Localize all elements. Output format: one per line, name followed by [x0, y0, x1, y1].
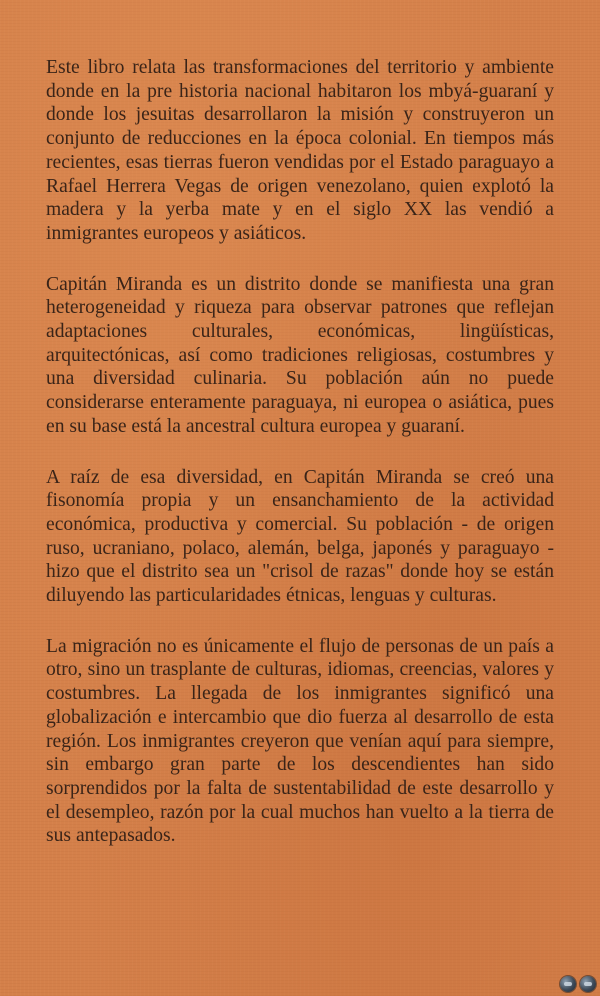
paragraph-3: A raíz de esa diversidad, en Capitán Miranda se creó una fisonomía propia y un ensanchamiento de la actividad económica, productiva y comercial. Su población - de origen ruso, ucraniano, polaco, alemán, belga, japonés y paraguayo - hizo que el distrito sea un "crisol de razas" donde hoy se están diluyendo las particularidades étnicas, lenguas y culturas.	[46, 466, 554, 607]
back-cover-text	[46, 56, 554, 848]
site-logo-icon	[560, 976, 576, 992]
paragraph-4: La migración no es únicamente el flujo de personas de un país a otro, sino un trasplante de culturas, idiomas, creencias, valores y costumbres. La llegada de los inmigrantes significó una globalización e intercambio que dio fuerza al desarrollo de esta región. Los inmigrantes creyeron que venían aquí para siempre, sin embargo gran parte de los descendientes han sido sorprendidos por la falta de sustentabilidad de este desarrollo y el desempleo, razón por la cual muchos han vuelto a la tierra de sus antepasados.	[46, 635, 554, 847]
paragraph-1: Este libro relata las transformaciones del territorio y ambiente donde en la pre historia nacional habitaron los mbyá-guaraní y donde los jesuitas desarrollaron la misión y construyeron un conjunto de reducciones en la época colonial. En tiempos más recientes, esas tierras fueron vendidas por el Estado paraguayo a Rafael Herrera Vegas de origen venezolano, quien explotó la madera y la yerba mate y en el siglo XX las vendió a inmigrantes europeos y asiáticos.	[46, 57, 554, 244]
paragraph-2: Capitán Miranda es un distrito donde se manifiesta una gran heterogeneidad y riqueza para observar patrones que reflejan adaptaciones culturales, económicas, lingüísticas, arquitectónicas, así como tradiciones religiosas, costumbres y una diversidad culinaria. Su población aún no puede considerarse enteramente paraguaya, ni europea o asiática, pues en su base está la ancestral cultura europea y guaraní.	[46, 273, 554, 437]
site-logo-icon	[580, 976, 596, 992]
corner-badges	[560, 976, 596, 992]
